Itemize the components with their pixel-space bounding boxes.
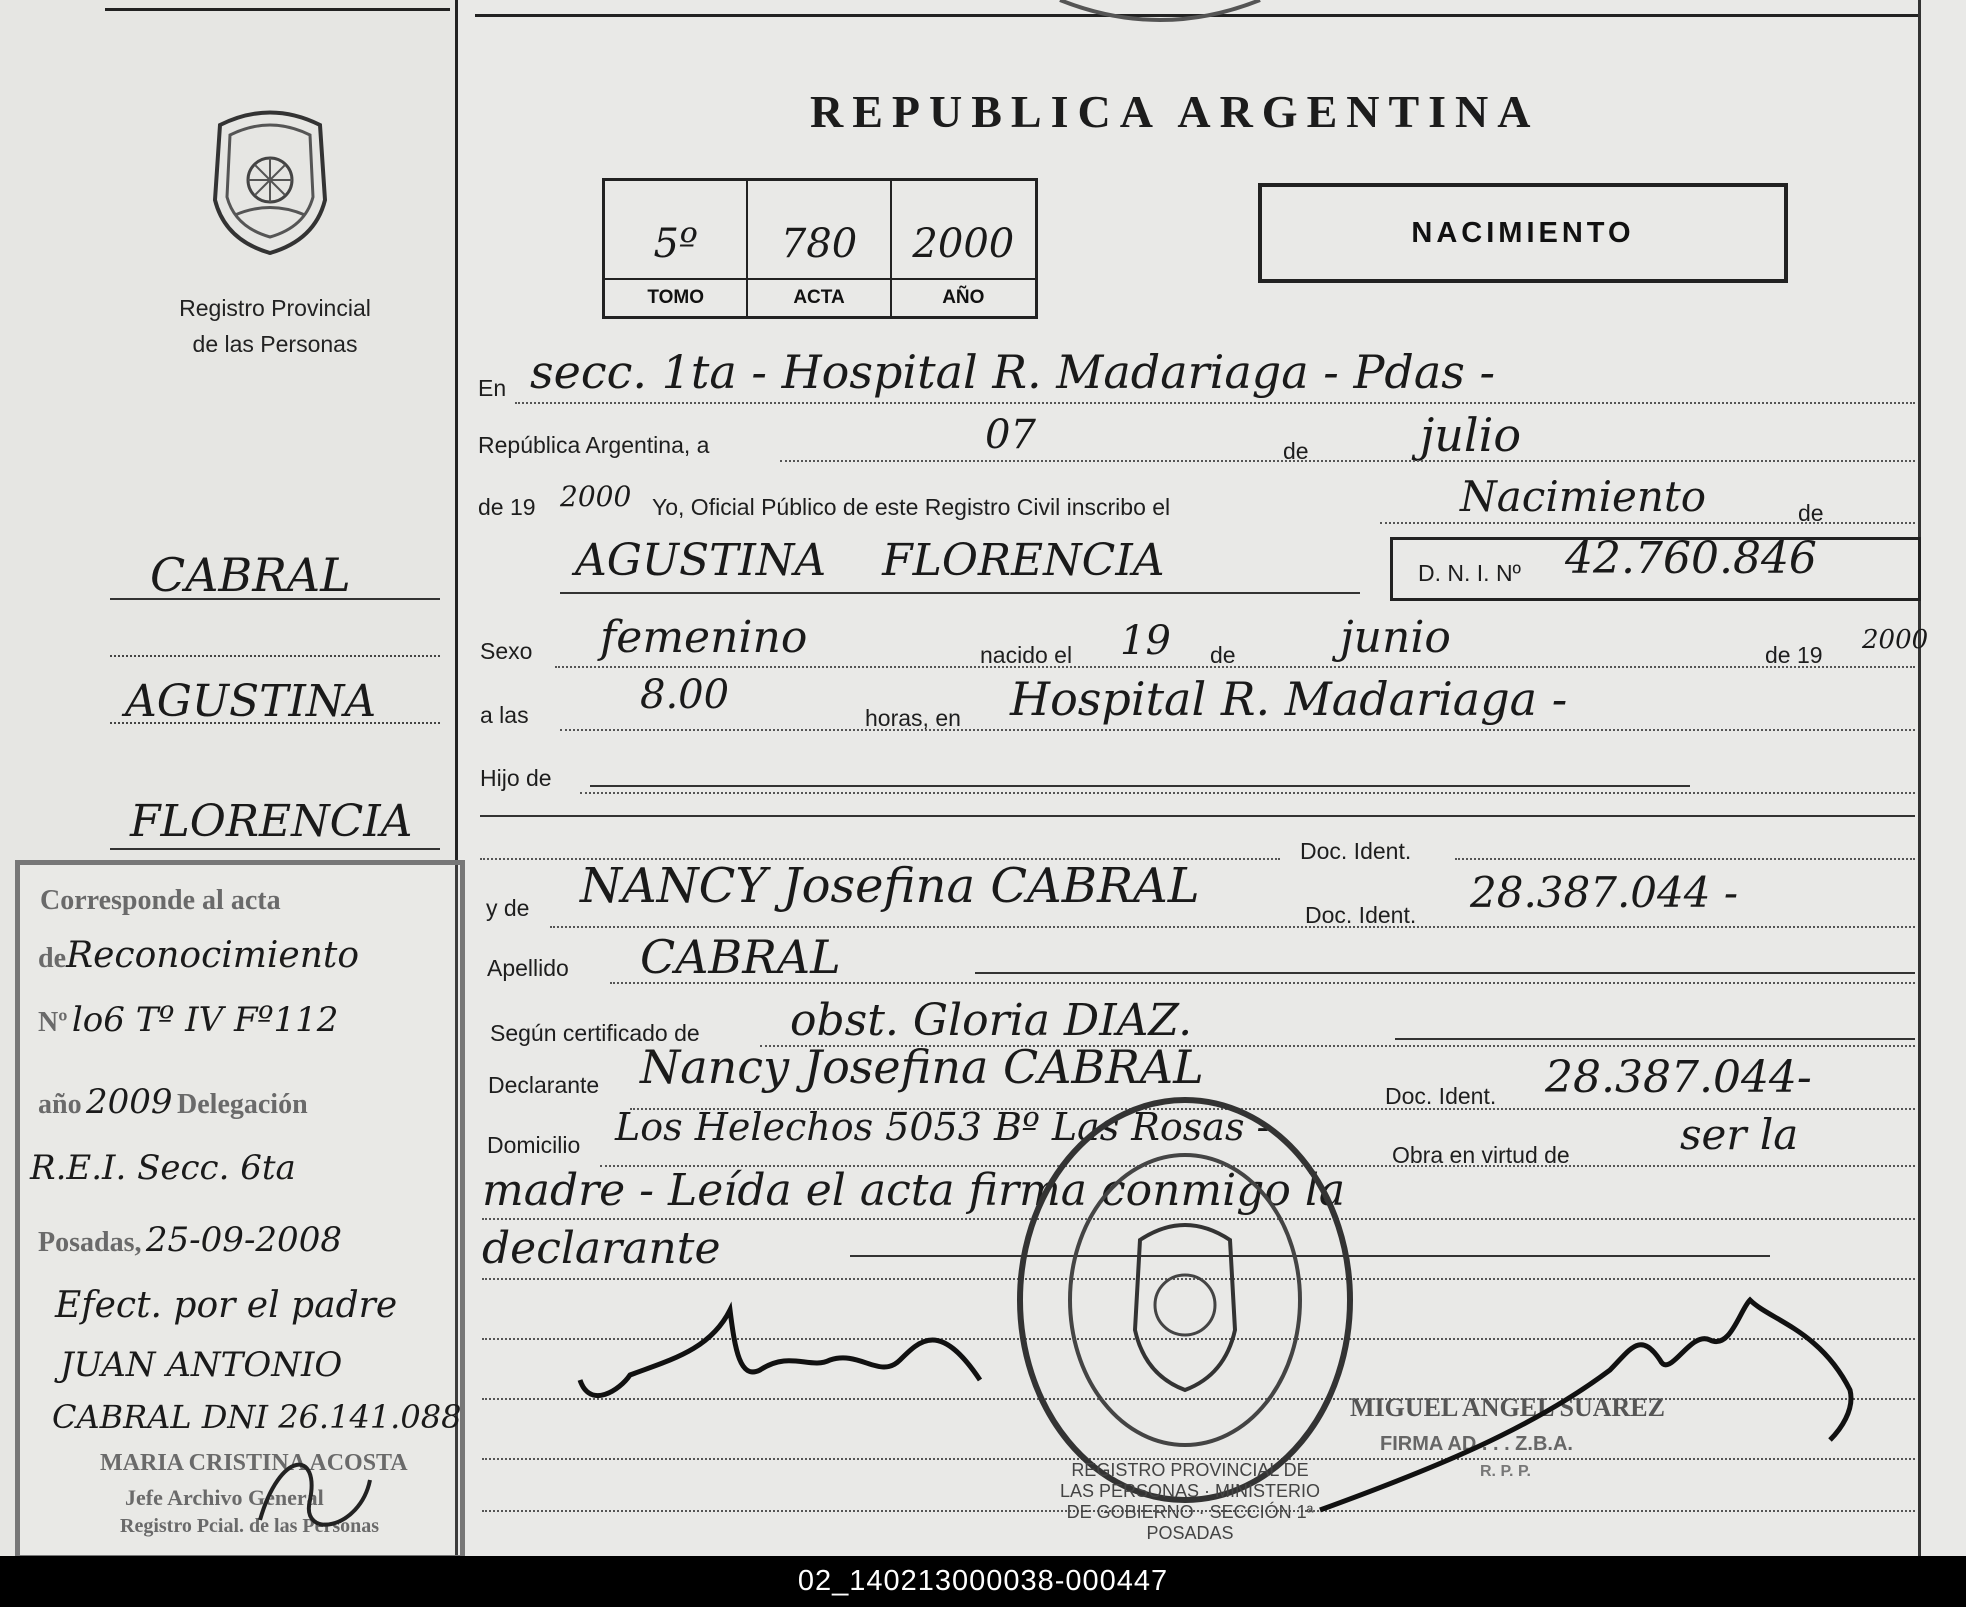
dni-label: D. N. I. Nº — [1418, 560, 1521, 586]
en-dots — [515, 402, 1915, 404]
stamp-line-2-hand: Reconocimiento — [66, 935, 360, 976]
mother-doc-label: Doc. Ident. — [1305, 902, 1417, 928]
domicilio-value: Los Helechos 5053 Bº Las Rosas - — [615, 1105, 1270, 1149]
name-underline — [560, 592, 1360, 594]
stamp-line-4-hand: 2009 — [86, 1082, 173, 1122]
declarante-label: Declarante — [488, 1072, 600, 1098]
stamp-line-3-hand: lo6 Tº IV Fº112 — [71, 1000, 339, 1040]
stamp-line-1: Corresponde al acta — [40, 885, 281, 916]
sexo-dots — [555, 666, 1915, 668]
acta-label: ACTA — [748, 278, 889, 316]
alas-label: a las — [480, 702, 529, 728]
stamp-line-8: JUAN ANTONIO — [60, 1345, 343, 1385]
de-label-2: de — [1798, 500, 1824, 526]
stamp-line-2-print: de — [38, 943, 66, 974]
acta-cell — [748, 181, 891, 316]
obra-continuation-2: declarante — [482, 1223, 721, 1274]
sidebar-dots-2 — [110, 722, 440, 724]
top-rule-left — [105, 8, 450, 11]
tomo-cell — [605, 181, 748, 316]
tomo-value: 5º — [653, 221, 698, 267]
sidebar-dots-1 — [110, 655, 440, 657]
declarante-value: Nancy Josefina CABRAL — [640, 1040, 1204, 1094]
dni-value: 42.760.846 — [1565, 533, 1817, 584]
horas-label: horas, en — [865, 705, 961, 731]
hijo-line-2 — [480, 815, 1915, 817]
sidebar-firstname: AGUSTINA — [125, 676, 377, 727]
certificado-value: obst. Gloria DIAZ. — [790, 995, 1193, 1046]
hijo-dots — [580, 792, 1915, 794]
registry-name — [130, 290, 420, 362]
father-doc-value-dots — [1455, 858, 1915, 860]
ano-value: 2000 — [912, 221, 1015, 267]
official-role: FIRMA AD . . . Z.B.A. — [1380, 1433, 1573, 1455]
stamp-fragment-top — [1050, 0, 1270, 30]
stamp-line-4-print: año — [38, 1089, 82, 1120]
sexo-label: Sexo — [480, 638, 533, 664]
obra-value: ser la — [1680, 1110, 1799, 1159]
hijo-line — [590, 785, 1690, 787]
declarante-doc-value: 28.387.044- — [1545, 1052, 1812, 1103]
apellido-line — [975, 972, 1915, 974]
tomo-label: TOMO — [605, 278, 746, 316]
stamp-line-9: CABRAL DNI 26.141.088 — [52, 1398, 462, 1436]
month-value: julio — [1420, 408, 1522, 462]
segun-line — [1395, 1038, 1915, 1040]
birth-year: 2000 — [1862, 625, 1929, 655]
official-name: MIGUEL ANGEL SUAREZ — [1350, 1393, 1665, 1422]
birth-place: Hospital R. Madariaga - — [1010, 672, 1568, 726]
birth-day: 19 — [1120, 618, 1171, 664]
yde-label: y de — [486, 895, 530, 921]
scan-identifier: 02_140213000038-000447 — [0, 1556, 1966, 1607]
registration-year: 2000 — [560, 480, 632, 513]
day-value: 07 — [985, 412, 1036, 458]
act-type-value: Nacimiento — [1460, 472, 1707, 521]
sidebar-middlename-line — [110, 848, 440, 850]
stamp-line-3 — [38, 1000, 338, 1040]
seal-text: REGISTRO PROVINCIAL DE LAS PERSONAS · MINISTERIO DE GOBIERNO · SECCIÓN 1ª POSADAS — [1059, 1460, 1321, 1543]
right-border — [1918, 0, 1921, 1556]
document-type-box: NACIMIENTO — [1258, 183, 1788, 283]
sidebar-surname-line — [110, 598, 440, 600]
stamp-line-6 — [38, 1220, 342, 1260]
ano-label: AÑO — [892, 278, 1035, 316]
birth-month: junio — [1340, 612, 1451, 663]
stamp-line-6-hand: 25-09-2008 — [145, 1220, 342, 1260]
document-title: REPUBLICA ARGENTINA — [810, 86, 1540, 137]
hijo-label: Hijo de — [480, 765, 552, 791]
en-label: En — [478, 375, 507, 401]
obra-continuation: madre - Leída el acta firma conmigo la — [482, 1165, 1346, 1216]
registry-name-line2: de las Personas — [192, 331, 358, 357]
stamp-signer: MARIA CRISTINA ACOSTA — [100, 1450, 408, 1476]
stamp-line-7: Efect. por el padre — [55, 1285, 398, 1326]
alas-dots — [560, 729, 1915, 731]
mother-doc-value: 28.387.044 - — [1470, 868, 1739, 917]
obra-label: Obra en virtud de — [1392, 1142, 1570, 1168]
ano-cell — [892, 181, 1035, 316]
republica-label: República Argentina, a — [478, 432, 710, 458]
declarante-doc-label: Doc. Ident. — [1385, 1083, 1497, 1109]
registry-reference-box — [602, 178, 1038, 319]
segun-label: Según certificado de — [490, 1020, 700, 1046]
acta-value: 780 — [780, 221, 858, 267]
stamp-line-4-print2: Delegación — [177, 1089, 308, 1120]
stamp-signer-office: Registro Pcial. de las Personas — [120, 1515, 380, 1537]
stamp-signer-role: Jefe Archivo General — [125, 1485, 324, 1510]
de-label: de — [1283, 438, 1309, 464]
provincial-coat-of-arms-icon — [205, 105, 335, 255]
nacido-label: nacido el — [980, 642, 1073, 668]
official-signature-icon — [1310, 1270, 1870, 1520]
mother-name: NANCY Josefina CABRAL — [580, 858, 1200, 914]
en-value: secc. 1ta - Hospital R. Madariaga - Pdas - — [530, 345, 1496, 399]
acto-dots — [1380, 522, 1915, 524]
de-label-3: de — [1210, 642, 1236, 668]
de19-label: de 19 — [478, 494, 536, 520]
stamp-line-2 — [38, 935, 359, 976]
stamp-signature-icon — [240, 1440, 390, 1550]
yde-dots — [550, 926, 1915, 928]
official-seal-icon — [1010, 1090, 1360, 1510]
stamp-line-5: R.E.I. Secc. 6ta — [30, 1148, 296, 1188]
official-abbr: R. P. P. — [1480, 1463, 1531, 1480]
domicilio-label: Domicilio — [487, 1132, 581, 1158]
stamp-line-6-print: Posadas, — [38, 1227, 142, 1258]
sexo-value: femenino — [600, 612, 808, 663]
registry-name-line1: Registro Provincial — [179, 295, 371, 321]
apellido-dots — [610, 982, 1915, 984]
birth-hour: 8.00 — [640, 672, 730, 718]
sidebar-middlename: FLORENCIA — [130, 796, 413, 847]
oficial-statement: Yo, Oficial Público de este Registro Civil inscribo el — [652, 494, 1171, 520]
de19-label-2: de 19 — [1765, 642, 1823, 668]
republica-dots — [780, 460, 1915, 462]
child-full-name: AGUSTINA FLORENCIA — [575, 535, 1165, 586]
stamp-line-3-print: Nº — [38, 1007, 68, 1038]
apellido-value: CABRAL — [640, 930, 841, 984]
apellido-label: Apellido — [487, 955, 569, 981]
stamp-line-4 — [38, 1082, 308, 1122]
declarant-signature-icon — [560, 1280, 1000, 1430]
sidebar-surname: CABRAL — [150, 548, 351, 602]
father-doc-label: Doc. Ident. — [1300, 838, 1412, 864]
